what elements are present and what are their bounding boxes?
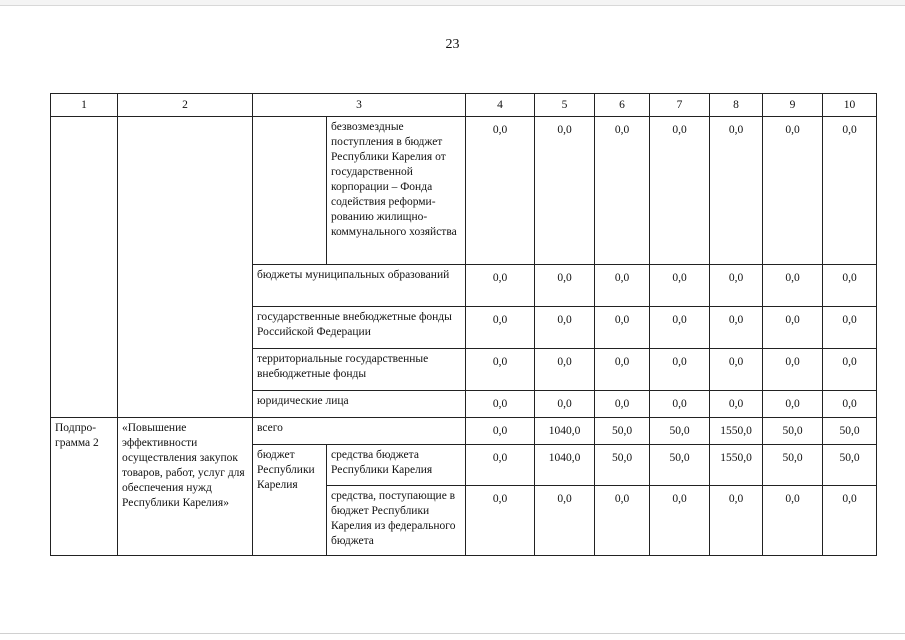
header-cell: 7 <box>650 94 710 117</box>
row-label: средства, поступающие в бюджет Республики Карелия из федерального бюджета <box>327 486 466 556</box>
value-cell: 0,0 <box>650 307 710 349</box>
value-cell: 0,0 <box>466 349 535 391</box>
empty-cell <box>253 117 327 265</box>
header-cell: 5 <box>535 94 595 117</box>
page-number: 23 <box>445 37 460 52</box>
value-cell: 0,0 <box>763 486 823 556</box>
value-cell: 0,0 <box>595 117 650 265</box>
value-cell: 0,0 <box>466 445 535 486</box>
value-cell: 0,0 <box>595 349 650 391</box>
value-cell: 1550,0 <box>710 445 763 486</box>
value-cell: 50,0 <box>595 445 650 486</box>
value-cell: 0,0 <box>595 391 650 418</box>
value-cell: 50,0 <box>823 445 877 486</box>
row-label: территориальные государственные внебюджетные фонды <box>253 349 466 391</box>
value-cell: 0,0 <box>710 307 763 349</box>
row-label: всего <box>253 418 466 445</box>
value-cell: 0,0 <box>535 391 595 418</box>
value-cell: 0,0 <box>710 486 763 556</box>
value-cell: 0,0 <box>823 349 877 391</box>
value-cell: 0,0 <box>650 391 710 418</box>
value-cell: 0,0 <box>763 265 823 307</box>
value-cell: 1040,0 <box>535 445 595 486</box>
value-cell: 0,0 <box>466 391 535 418</box>
header-cell: 2 <box>118 94 253 117</box>
value-cell: 0,0 <box>466 265 535 307</box>
empty-cell <box>51 117 118 418</box>
value-cell: 50,0 <box>650 445 710 486</box>
subprogram-title: «Повышение эффективности осуществления закупок товаров, работ, услуг для обеспечения нужд Республики Карелия» <box>118 418 253 556</box>
header-cell: 6 <box>595 94 650 117</box>
header-cell: 8 <box>710 94 763 117</box>
table-row <box>51 418 877 445</box>
header-row <box>51 94 877 117</box>
value-cell: 0,0 <box>466 486 535 556</box>
value-cell: 0,0 <box>823 117 877 265</box>
value-cell: 0,0 <box>535 486 595 556</box>
value-cell: 0,0 <box>535 349 595 391</box>
value-cell: 0,0 <box>823 486 877 556</box>
value-cell: 0,0 <box>595 307 650 349</box>
scan-bottom-edge <box>0 633 905 640</box>
value-cell: 0,0 <box>535 265 595 307</box>
value-cell: 0,0 <box>823 391 877 418</box>
value-cell: 0,0 <box>466 418 535 445</box>
value-cell: 1550,0 <box>710 418 763 445</box>
value-cell: 0,0 <box>650 265 710 307</box>
row-label: государственные внебюджетные фонды Российской Федерации <box>253 307 466 349</box>
value-cell: 0,0 <box>710 117 763 265</box>
row-label: бюджеты муниципальных образований <box>253 265 466 307</box>
value-cell: 0,0 <box>763 307 823 349</box>
value-cell: 1040,0 <box>535 418 595 445</box>
header-cell: 4 <box>466 94 535 117</box>
value-cell: 50,0 <box>823 418 877 445</box>
header-cell: 10 <box>823 94 877 117</box>
value-cell: 0,0 <box>650 349 710 391</box>
scan-top-edge <box>0 0 905 6</box>
empty-cell <box>118 117 253 418</box>
value-cell: 0,0 <box>595 265 650 307</box>
row-label: средства бюджета Республики Карелия <box>327 445 466 486</box>
value-cell: 0,0 <box>535 117 595 265</box>
header-cell: 9 <box>763 94 823 117</box>
value-cell: 0,0 <box>763 391 823 418</box>
value-cell: 0,0 <box>466 117 535 265</box>
value-cell: 0,0 <box>650 117 710 265</box>
value-cell: 0,0 <box>763 349 823 391</box>
value-cell: 0,0 <box>710 265 763 307</box>
value-cell: 0,0 <box>763 117 823 265</box>
header-cell: 1 <box>51 94 118 117</box>
value-cell: 0,0 <box>535 307 595 349</box>
value-cell: 0,0 <box>710 349 763 391</box>
value-cell: 0,0 <box>823 307 877 349</box>
value-cell: 0,0 <box>650 486 710 556</box>
value-cell: 50,0 <box>650 418 710 445</box>
subprogram-number: Подпро-грамма 2 <box>51 418 118 556</box>
row-label: юридические лица <box>253 391 466 418</box>
row-label: безвозмездные поступления в бюджет Республики Карелия от государственной корпорации – Фонда содействия реформи-рованию жилищно-коммунального хозяйства <box>327 117 466 265</box>
value-cell: 0,0 <box>710 391 763 418</box>
value-cell: 0,0 <box>823 265 877 307</box>
value-cell: 50,0 <box>595 418 650 445</box>
value-cell: 0,0 <box>595 486 650 556</box>
value-cell: 0,0 <box>466 307 535 349</box>
budget-table <box>50 93 877 556</box>
budget-label: бюджет Республики Карелия <box>253 445 327 556</box>
table-row <box>51 117 877 265</box>
value-cell: 50,0 <box>763 445 823 486</box>
header-cell: 3 <box>253 94 466 117</box>
value-cell: 50,0 <box>763 418 823 445</box>
